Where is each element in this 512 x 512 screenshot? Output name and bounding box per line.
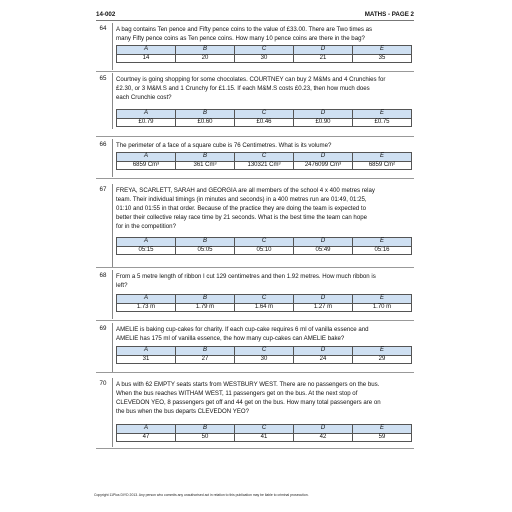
answer-option-d: 05:49 — [294, 246, 353, 255]
question-line: better their collective relay race time by 21 seconds. What is the best time the team can hope — [116, 214, 367, 221]
option-letter: A — [117, 295, 176, 304]
question-text — [116, 75, 412, 102]
question-text — [116, 25, 412, 43]
answer-option-a: 31 — [117, 355, 176, 364]
answer-option-e: 6859 Cm² — [353, 161, 412, 170]
answer-option-c: 1.64 m — [235, 303, 294, 312]
question-text — [116, 272, 412, 290]
answer-option-e: 59 — [353, 433, 412, 442]
question-67 — [96, 186, 414, 266]
question-line: The perimeter of a face of a square cube is 76 Centimetres. What is its volume? — [116, 142, 332, 149]
option-letter: B — [176, 238, 235, 247]
answer-option-e: 1.70 m — [353, 303, 412, 312]
question-separator — [96, 267, 414, 268]
answer-table — [116, 109, 412, 127]
answer-option-a: 05:15 — [117, 246, 176, 255]
question-separator — [96, 178, 414, 179]
option-letter: D — [294, 110, 353, 119]
option-letter: C — [235, 295, 294, 304]
question-line: team. Their individual timings (in minutes and seconds) in a 400 metres run are 01:49, 01:25, — [116, 196, 367, 203]
option-letter: E — [353, 153, 412, 162]
option-letter: E — [353, 295, 412, 304]
answer-option-c: 30 — [235, 54, 294, 63]
answer-option-b: 20 — [176, 54, 235, 63]
option-letter: A — [117, 347, 176, 356]
answer-option-b: 50 — [176, 433, 235, 442]
option-letter: A — [117, 46, 176, 55]
answer-option-e: 05:16 — [353, 246, 412, 255]
answer-option-d: 2476099 Cm³ — [294, 161, 353, 170]
page-header — [96, 8, 414, 20]
question-68 — [96, 272, 414, 317]
option-letter: A — [117, 110, 176, 119]
option-letter: D — [294, 46, 353, 55]
question-text — [116, 325, 412, 343]
option-letter: E — [353, 110, 412, 119]
question-64 — [96, 25, 414, 68]
question-number: 68 — [99, 272, 107, 279]
option-letter: C — [235, 238, 294, 247]
answer-table — [116, 45, 412, 63]
question-line: CLEVEDON YEO, 8 passengers get off and 44 get on the bus. How many total passengers are on — [116, 399, 381, 406]
answer-option-c: 41 — [235, 433, 294, 442]
option-letter: A — [117, 425, 176, 434]
question-divider — [112, 23, 113, 70]
option-letter: B — [176, 425, 235, 434]
option-letter: B — [176, 347, 235, 356]
option-letter: E — [353, 238, 412, 247]
question-divider — [112, 139, 113, 177]
question-number: 67 — [99, 186, 107, 193]
question-line: left? — [116, 282, 128, 289]
answer-option-c: 30 — [235, 355, 294, 364]
question-separator — [96, 448, 414, 449]
question-69 — [96, 325, 414, 370]
answer-option-a: £0.79 — [117, 118, 176, 127]
option-letter: B — [176, 110, 235, 119]
answer-option-a: 47 — [117, 433, 176, 442]
answer-option-e: 29 — [353, 355, 412, 364]
answer-option-b: 27 — [176, 355, 235, 364]
option-letter: A — [117, 238, 176, 247]
question-divider — [112, 378, 113, 447]
question-line: A bag contains Ten pence and Fifty pence coins to the value of £33.00. There are Two times as — [116, 26, 373, 33]
question-number: 65 — [99, 75, 107, 82]
answer-option-b: 361 Cm³ — [176, 161, 235, 170]
option-letter: C — [235, 425, 294, 434]
document-code: 14-002 — [96, 11, 116, 18]
option-letter: D — [294, 347, 353, 356]
question-line: AMELIE is baking cup-cakes for charity. If each cup-cake requires 6 ml of vanilla essence and — [116, 326, 369, 333]
answer-option-e: 35 — [353, 54, 412, 63]
option-letter: E — [353, 347, 412, 356]
question-text — [116, 141, 412, 150]
question-line: A bus with 62 EMPTY seats starts from WESTBURY WEST. There are no passengers on the bus. — [116, 381, 380, 388]
question-line: Courtney is going shopping for some chocolates. COURTNEY can buy 2 M&Ms and 4 Crunchies for — [116, 76, 386, 83]
answer-table — [116, 237, 412, 255]
option-letter: B — [176, 295, 235, 304]
answer-option-d: 24 — [294, 355, 353, 364]
option-letter: C — [235, 347, 294, 356]
answer-option-a: 14 — [117, 54, 176, 63]
question-line: many Fifty pence coins as Ten pence coins. How many 10 pence coins are there in the bag? — [116, 35, 365, 42]
option-letter: C — [235, 110, 294, 119]
question-divider — [112, 73, 113, 129]
answer-table — [116, 294, 412, 312]
option-letter: C — [235, 153, 294, 162]
answer-option-e: £0.75 — [353, 118, 412, 127]
question-line: AMELIE has 175 ml of vanilla essence, the how many cup-cakes can AMELIE bake? — [116, 335, 345, 342]
answer-option-d: 42 — [294, 433, 353, 442]
option-letter: D — [294, 153, 353, 162]
answer-option-b: £0.60 — [176, 118, 235, 127]
answer-option-d: 21 — [294, 54, 353, 63]
question-number: 64 — [99, 25, 107, 32]
question-separator — [96, 320, 414, 321]
question-divider — [112, 270, 113, 319]
option-letter: A — [117, 153, 176, 162]
option-letter: D — [294, 425, 353, 434]
option-letter: B — [176, 46, 235, 55]
copyright-footer: Copyright 11Plus DIYD 2013. Any person who commits any unauthorised act in relation to this publication may be liable to criminal prosecution. — [94, 493, 309, 497]
option-letter: C — [235, 46, 294, 55]
question-70 — [96, 380, 414, 445]
answer-option-c: 05:10 — [235, 246, 294, 255]
option-letter: D — [294, 295, 353, 304]
question-divider — [112, 323, 113, 372]
option-letter: E — [353, 425, 412, 434]
question-line: From a 5 metre length of ribbon I cut 129 centimetres and then 1.92 metres. How much ribbon is — [116, 273, 376, 280]
question-separator — [96, 71, 414, 72]
answer-option-b: 1.79 m — [176, 303, 235, 312]
question-line: FREYA, SCARLETT, SARAH and GEORGIA are all members of the school 4 x 400 metres relay — [116, 187, 375, 194]
question-66 — [96, 141, 414, 175]
question-number: 69 — [99, 325, 107, 332]
answer-option-b: 05:05 — [176, 246, 235, 255]
answer-table — [116, 152, 412, 170]
question-number: 70 — [99, 380, 107, 387]
question-line: 01:10 and 01:55 in that order. Because of the practice they are doing the team is expected to — [116, 205, 367, 212]
option-letter: B — [176, 153, 235, 162]
answer-table — [116, 424, 412, 442]
option-letter: E — [353, 46, 412, 55]
question-line: When the bus reaches WITHAM WEST, 11 passengers get on the bus. At the next stop of — [116, 390, 358, 397]
question-line: the bus when the bus departs CLEVEDON YEO? — [116, 408, 250, 415]
answer-option-c: 130321 Cm³ — [235, 161, 294, 170]
option-letter: D — [294, 238, 353, 247]
question-separator — [96, 372, 414, 373]
page-label: MATHS - PAGE 2 — [364, 11, 414, 18]
answer-table — [116, 346, 412, 364]
answer-option-c: £0.46 — [235, 118, 294, 127]
question-text — [116, 380, 412, 416]
question-line: for in the competition? — [116, 223, 176, 230]
answer-option-a: 6859 Cm³ — [117, 161, 176, 170]
question-line: £2.30, or 3 M&M.S and 1 Crunchy for £1.15. If each M&M.S costs £0.23, then how much does — [116, 85, 370, 92]
answer-option-a: 1.73 m — [117, 303, 176, 312]
question-65 — [96, 75, 414, 127]
answer-option-d: 1.27 m — [294, 303, 353, 312]
question-divider — [112, 184, 113, 268]
question-number: 66 — [99, 141, 107, 148]
question-separator — [96, 136, 414, 137]
header-divider — [96, 20, 414, 21]
question-text — [116, 186, 412, 231]
answer-option-d: £0.90 — [294, 118, 353, 127]
question-line: each Crunchie cost? — [116, 94, 172, 101]
